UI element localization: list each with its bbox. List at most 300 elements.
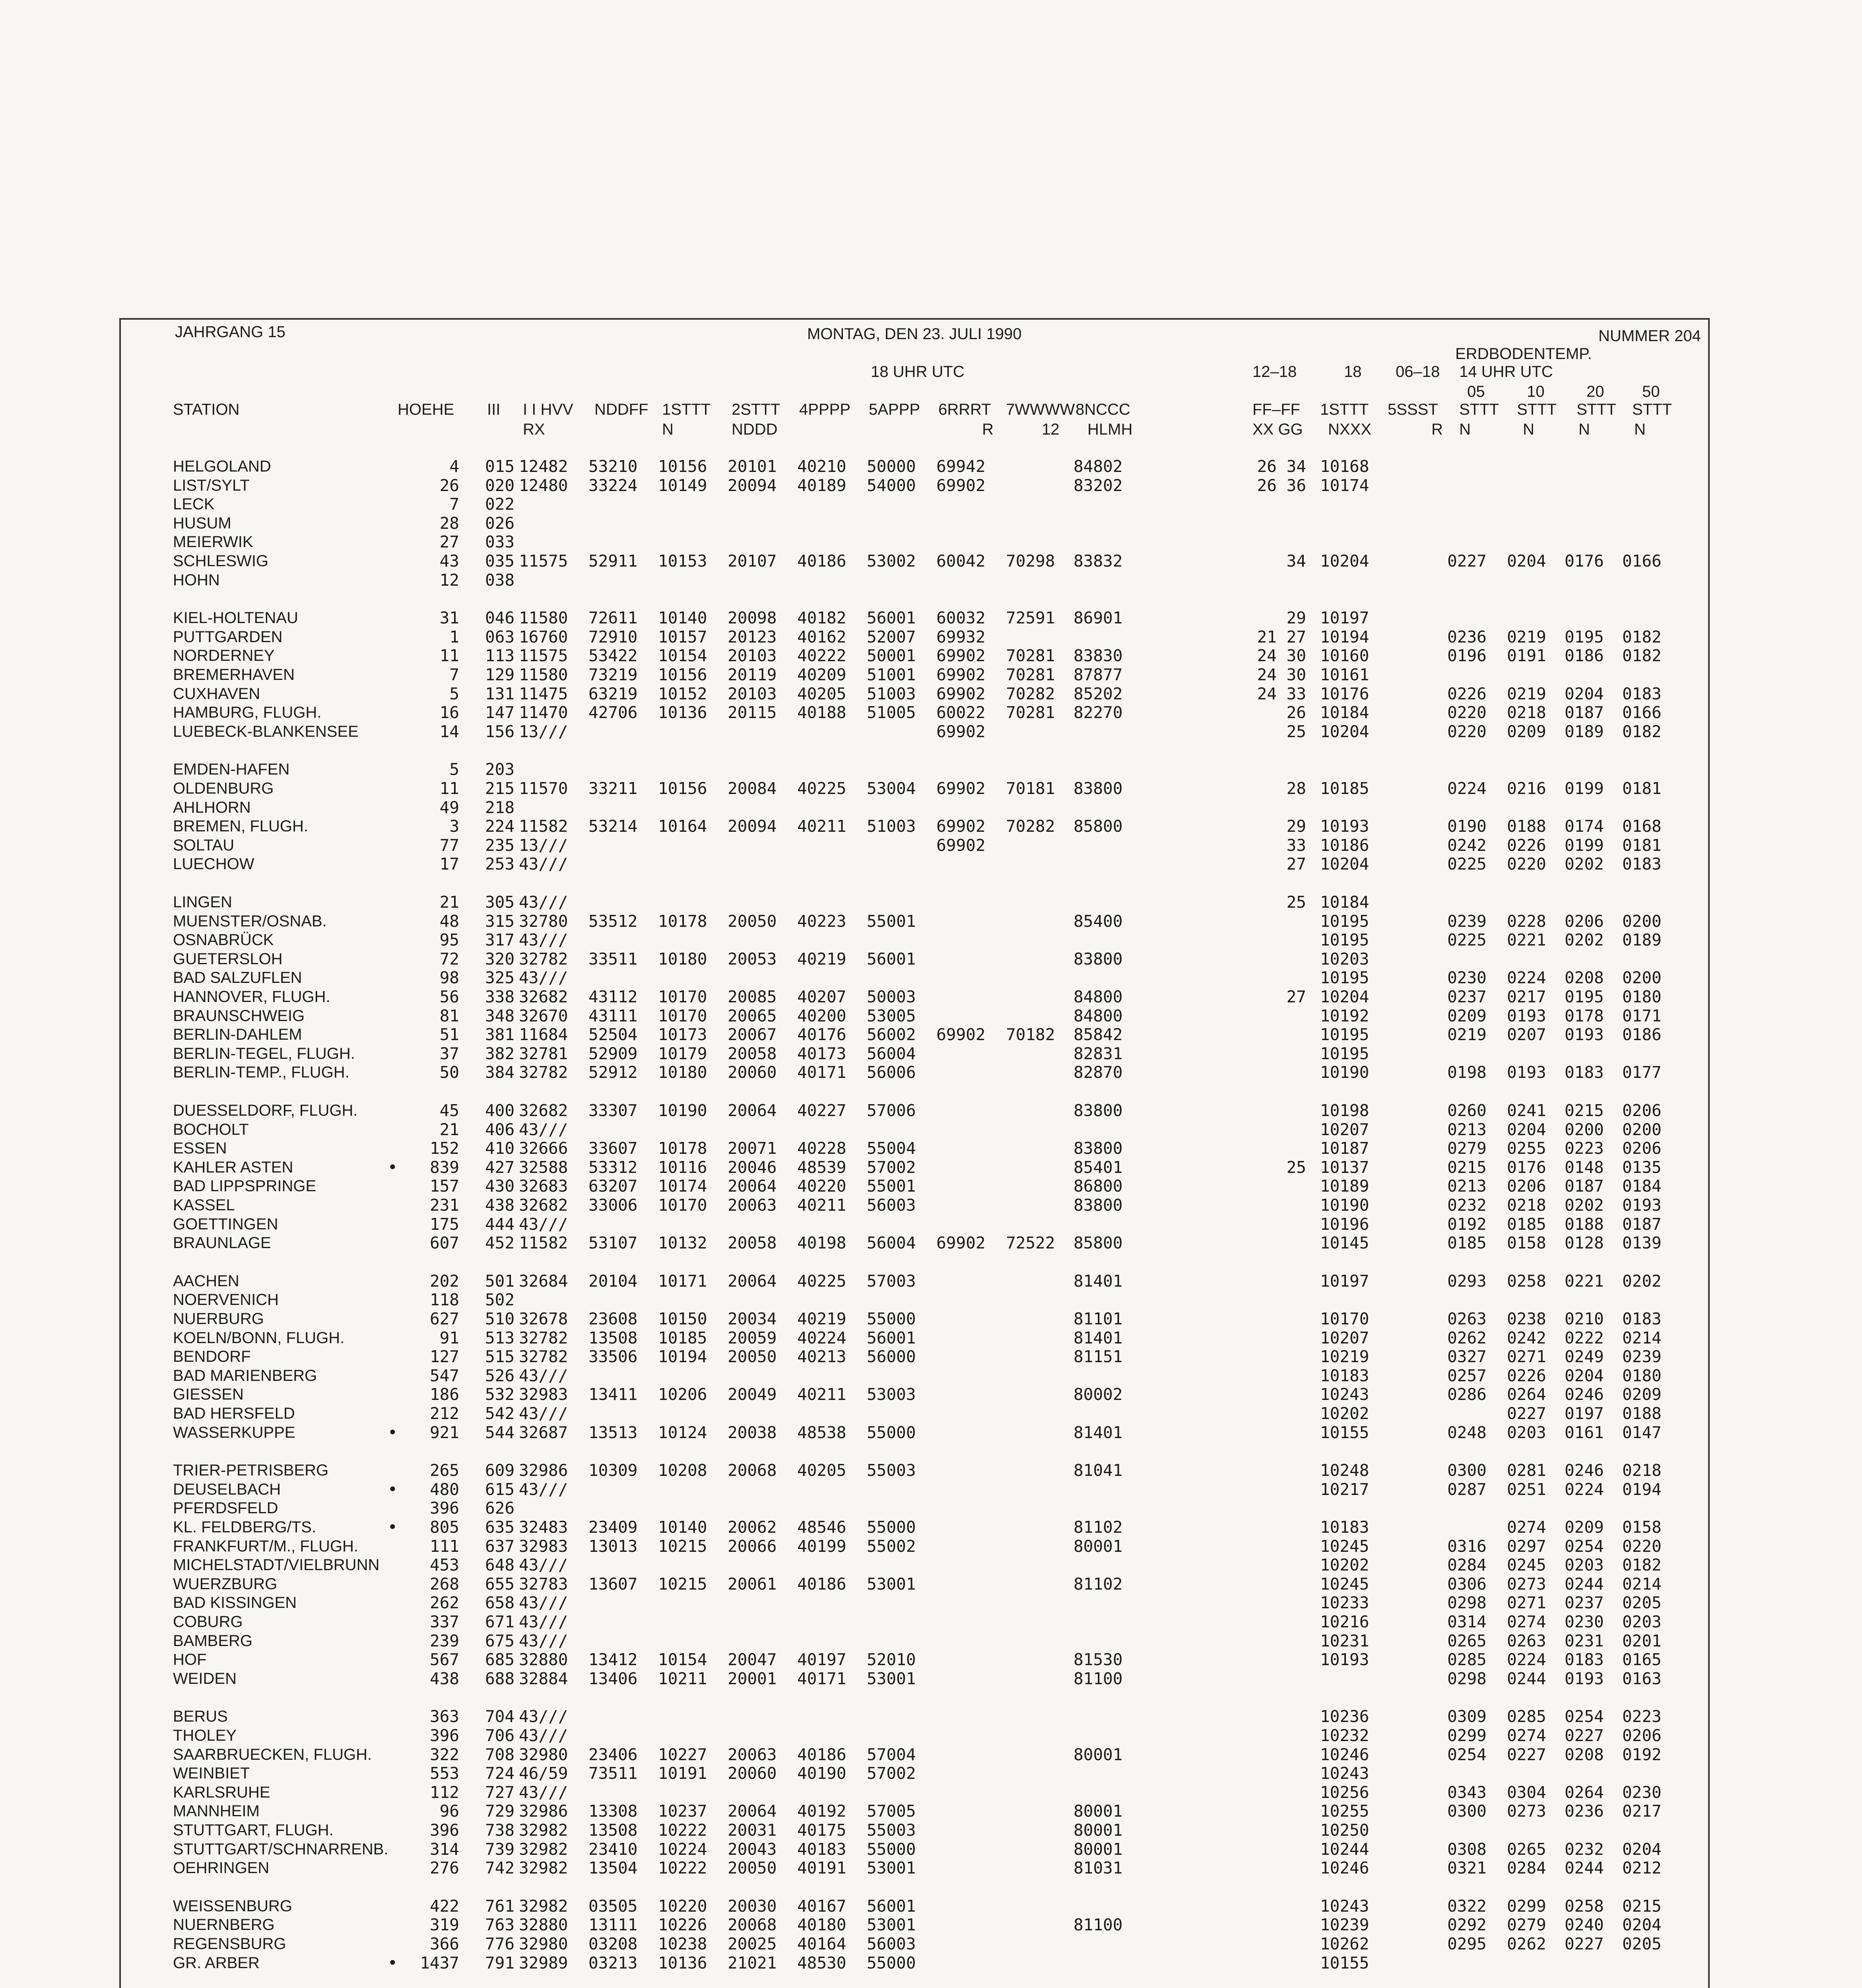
col-5appp: 5APPP	[869, 401, 920, 418]
station-hoehe: 1	[449, 627, 459, 646]
col-station: STATION	[173, 401, 240, 418]
cell-nddff: 10309	[588, 1461, 638, 1480]
cell-1sttt-max: 10232	[1320, 1726, 1369, 1745]
cell-soil-50: 0166	[1622, 703, 1662, 722]
cell-1sttt: 10174	[658, 1176, 707, 1196]
station-hoehe: 98	[439, 968, 459, 988]
cell-5appp: 56000	[867, 1347, 916, 1367]
cell-nddff: 03213	[588, 1953, 638, 1972]
cell-6rrrt: 69932	[936, 627, 986, 646]
cell-1sttt-max: 10189	[1320, 1176, 1369, 1196]
cell-soil-10: 0284	[1507, 1858, 1546, 1878]
station-hoehe: 72	[439, 949, 459, 969]
station-iii: 791	[485, 1953, 515, 1972]
cell-1sttt-max: 10219	[1320, 1347, 1369, 1367]
station-name: BERLIN-TEGEL, FLUGH.	[173, 1044, 355, 1062]
cell-ffff: 21 27	[1257, 627, 1306, 646]
cell-1sttt: 10149	[658, 476, 707, 495]
cell-1sttt-max: 10243	[1320, 1385, 1369, 1404]
cell-8nccc: 80002	[1074, 1385, 1123, 1404]
cell-nddff: 13508	[588, 1328, 638, 1347]
cell-1sttt: 10194	[658, 1347, 707, 1367]
cell-1sttt: 10124	[658, 1423, 707, 1442]
cell-soil-10: 0262	[1507, 1934, 1546, 1953]
cell-hvv: 12480	[519, 476, 568, 495]
station-hoehe: 567	[429, 1650, 459, 1670]
station-name: LUECHOW	[173, 855, 254, 873]
cell-5appp: 53001	[867, 1574, 916, 1594]
cell-5appp: 55000	[867, 1309, 916, 1328]
depth-05: 05	[1467, 383, 1485, 400]
cell-soil-05: 0287	[1447, 1479, 1487, 1499]
cell-1sttt: 10179	[658, 1044, 707, 1063]
cell-soil-05: 0263	[1447, 1309, 1487, 1328]
cell-soil-20: 0161	[1565, 1423, 1604, 1442]
cell-ffff: 24 30	[1257, 646, 1306, 666]
cell-nddff: 33211	[588, 779, 638, 798]
cell-soil-50: 0194	[1622, 1479, 1662, 1499]
cell-1sttt-max: 10183	[1320, 1366, 1369, 1385]
station-iii: 325	[485, 968, 515, 988]
cell-soil-05: 0224	[1447, 779, 1487, 798]
cell-nddff: 53512	[588, 911, 638, 931]
cell-1sttt: 10136	[658, 703, 707, 722]
cell-soil-10: 0176	[1507, 1157, 1546, 1177]
station-iii: 320	[485, 949, 515, 969]
cell-5appp: 57006	[867, 1101, 916, 1120]
cell-4pppp: 40213	[797, 1347, 847, 1367]
depth-10: 10	[1527, 383, 1545, 400]
cell-soil-20: 0227	[1565, 1726, 1604, 1745]
cell-hvv: 32682	[519, 1196, 568, 1215]
cell-nddff: 53422	[588, 646, 638, 666]
col-5ssst: 5SSST	[1388, 401, 1438, 418]
cell-6rrrt: 60032	[936, 608, 986, 628]
cell-nddff: 13607	[588, 1574, 638, 1594]
station-iii: 513	[485, 1328, 515, 1347]
cell-4pppp: 40180	[797, 1915, 847, 1935]
cell-nddff: 42706	[588, 703, 638, 722]
cell-soil-10: 0264	[1507, 1385, 1546, 1404]
cell-soil-20: 0222	[1565, 1328, 1604, 1347]
cell-hvv: 32782	[519, 1063, 568, 1082]
cell-soil-05: 0321	[1447, 1858, 1487, 1878]
cell-soil-10: 0193	[1507, 1063, 1546, 1082]
cell-soil-20: 0246	[1565, 1461, 1604, 1480]
cell-soil-05: 0327	[1447, 1347, 1487, 1367]
cell-4pppp: 40205	[797, 1461, 847, 1480]
cell-soil-10: 0251	[1507, 1479, 1546, 1499]
cell-nddff: 33006	[588, 1196, 638, 1215]
cell-soil-20: 0193	[1565, 1669, 1604, 1688]
cell-5appp: 51001	[867, 665, 916, 684]
cell-soil-05: 0213	[1447, 1120, 1487, 1139]
cell-soil-20: 0128	[1565, 1233, 1604, 1253]
cell-soil-50: 0181	[1622, 779, 1662, 798]
cell-5appp: 56002	[867, 1025, 916, 1044]
station-name: BERLIN-DAHLEM	[173, 1026, 302, 1044]
cell-1sttt: 10208	[658, 1461, 707, 1480]
station-name: WEIDEN	[173, 1670, 237, 1687]
station-name: GOETTINGEN	[173, 1215, 278, 1233]
cell-hvv: 11684	[519, 1025, 568, 1044]
cell-4pppp: 40188	[797, 703, 847, 722]
cell-1sttt-max: 10184	[1320, 893, 1369, 912]
cell-soil-10: 0204	[1507, 551, 1546, 571]
station-iii: 131	[485, 684, 515, 703]
station-iii: 542	[485, 1404, 515, 1423]
station-name: KAHLER ASTEN	[173, 1158, 293, 1176]
cell-soil-20: 0215	[1565, 1101, 1604, 1120]
cell-hvv: 11575	[519, 646, 568, 666]
cell-2sttt: 20094	[728, 817, 777, 836]
station-name: AACHEN	[173, 1272, 239, 1290]
cell-soil-50: 0201	[1622, 1631, 1662, 1650]
cell-1sttt-max: 10243	[1320, 1764, 1369, 1783]
cell-soil-50: 0165	[1622, 1650, 1662, 1670]
cell-soil-20: 0183	[1565, 1063, 1604, 1082]
col-5ssst-sub: R	[1431, 421, 1443, 438]
cell-8nccc: 85842	[1074, 1025, 1123, 1044]
cell-soil-05: 0220	[1447, 722, 1487, 741]
cell-6rrrt: 69902	[936, 1025, 986, 1044]
cell-2sttt: 20060	[728, 1063, 777, 1082]
station-iii: 704	[485, 1707, 515, 1726]
cell-soil-50: 0239	[1622, 1347, 1662, 1367]
cell-hvv: 32682	[519, 1101, 568, 1120]
cell-soil-50: 0192	[1622, 1745, 1662, 1764]
station-name: TRIER-PETRISBERG	[173, 1462, 329, 1479]
cell-2sttt: 20064	[728, 1176, 777, 1196]
cell-hvv: 32588	[519, 1157, 568, 1177]
cell-1sttt-max: 10160	[1320, 646, 1369, 666]
cell-hvv: 32666	[519, 1139, 568, 1158]
cell-soil-50: 0189	[1622, 930, 1662, 950]
station-name: PFERDSFELD	[173, 1499, 278, 1517]
cell-hvv: 43///	[519, 1366, 568, 1385]
cell-2sttt: 20047	[728, 1650, 777, 1670]
cell-2sttt: 20001	[728, 1669, 777, 1688]
station-name: EMDEN-HAFEN	[173, 761, 290, 779]
station-iii: 675	[485, 1631, 515, 1650]
cell-soil-20: 0210	[1565, 1309, 1604, 1328]
station-name: HAMBURG, FLUGH.	[173, 704, 322, 722]
cell-soil-50: 0223	[1622, 1707, 1662, 1726]
cell-2sttt: 20050	[728, 1858, 777, 1878]
cell-8nccc: 81101	[1074, 1309, 1123, 1328]
cell-2sttt: 20053	[728, 949, 777, 969]
cell-soil-10: 0207	[1507, 1025, 1546, 1044]
cell-1sttt-max: 10197	[1320, 1271, 1369, 1291]
cell-1sttt: 10180	[658, 1063, 707, 1082]
cell-nddff: 72910	[588, 627, 638, 646]
station-name: OEHRINGEN	[173, 1859, 270, 1877]
cell-soil-05: 0257	[1447, 1366, 1487, 1385]
cell-1sttt: 10156	[658, 665, 707, 684]
col-1sttt: 1STTT	[662, 401, 711, 418]
cell-soil-50: 0182	[1622, 1555, 1662, 1575]
cell-nddff: 52911	[588, 551, 638, 571]
col-6rrrt: 6RRRT	[938, 401, 991, 418]
cell-nddff: 23410	[588, 1839, 638, 1859]
cell-soil-05: 0322	[1447, 1896, 1487, 1916]
station-hoehe: 480	[429, 1479, 459, 1499]
cell-4pppp: 40225	[797, 779, 847, 798]
station-iii: 739	[485, 1839, 515, 1859]
cell-1sttt-max: 10217	[1320, 1479, 1369, 1499]
cell-soil-10: 0217	[1507, 987, 1546, 1006]
cell-8nccc: 83800	[1074, 1101, 1123, 1120]
cell-5appp: 51005	[867, 703, 916, 722]
cell-soil-50: 0204	[1622, 1839, 1662, 1859]
station-hoehe: 231	[429, 1196, 459, 1215]
col-soil-10-sub: N	[1523, 421, 1534, 438]
cell-soil-20: 0244	[1565, 1574, 1604, 1594]
cell-soil-20: 0244	[1565, 1858, 1604, 1878]
station-iii: 648	[485, 1555, 515, 1575]
station-iii: 063	[485, 627, 515, 646]
cell-4pppp: 48530	[797, 1953, 847, 1972]
cell-hvv: 13///	[519, 722, 568, 741]
cell-soil-20: 0189	[1565, 722, 1604, 741]
cell-nddff: 73511	[588, 1764, 638, 1783]
cell-hvv: 32980	[519, 1934, 568, 1953]
station-iii: 317	[485, 930, 515, 950]
station-hoehe: 212	[429, 1404, 459, 1423]
cell-soil-10: 0274	[1507, 1518, 1546, 1537]
cell-5appp: 54000	[867, 476, 916, 495]
cell-1sttt-max: 10183	[1320, 1518, 1369, 1537]
station-name: BAD LIPPSPRINGE	[173, 1177, 316, 1195]
cell-2sttt: 20119	[728, 665, 777, 684]
station-name: SAARBRUECKEN, FLUGH.	[173, 1745, 372, 1763]
station-hoehe: 96	[439, 1802, 459, 1821]
cell-2sttt: 20068	[728, 1915, 777, 1935]
cell-2sttt: 21021	[728, 1953, 777, 1972]
cell-soil-50: 0180	[1622, 1366, 1662, 1385]
soil-temp-title: ERDBODENTEMP.	[1455, 345, 1592, 363]
station-hoehe: 547	[429, 1366, 459, 1385]
station-iii: 338	[485, 987, 515, 1006]
station-name: BAD KISSINGEN	[173, 1594, 297, 1612]
cell-hvv: 32782	[519, 1328, 568, 1347]
cell-8nccc: 81100	[1074, 1669, 1123, 1688]
cell-5appp: 52010	[867, 1650, 916, 1670]
cell-soil-05: 0185	[1447, 1233, 1487, 1253]
cell-hvv: 32682	[519, 987, 568, 1006]
cell-5appp: 53002	[867, 551, 916, 571]
cell-1sttt: 10173	[658, 1025, 707, 1044]
station-iii: 776	[485, 1934, 515, 1953]
cell-4pppp: 40205	[797, 684, 847, 703]
station-iii: 381	[485, 1025, 515, 1044]
cell-1sttt: 10116	[658, 1157, 707, 1177]
cell-4pppp: 40211	[797, 1196, 847, 1215]
cell-1sttt: 10237	[658, 1802, 707, 1821]
cell-2sttt: 20103	[728, 684, 777, 703]
cell-soil-20: 0176	[1565, 551, 1604, 571]
col-hoehe: HOEHE	[398, 401, 454, 418]
cell-7wwww: 70281	[1006, 703, 1055, 722]
station-name: PUTTGARDEN	[173, 628, 283, 646]
station-name: BAMBERG	[173, 1632, 253, 1650]
station-hoehe: 319	[429, 1915, 459, 1935]
cell-1sttt-max: 10236	[1320, 1707, 1369, 1726]
cell-4pppp: 40211	[797, 1385, 847, 1404]
station-iii: 515	[485, 1347, 515, 1367]
station-hoehe: 127	[429, 1347, 459, 1367]
cell-soil-10: 0274	[1507, 1726, 1546, 1745]
cell-soil-20: 0209	[1565, 1518, 1604, 1537]
cell-soil-10: 0218	[1507, 703, 1546, 722]
cell-1sttt-max: 10184	[1320, 703, 1369, 722]
cell-4pppp: 40228	[797, 1139, 847, 1158]
cell-5appp: 50001	[867, 646, 916, 666]
cell-soil-10: 0238	[1507, 1309, 1546, 1328]
cell-4pppp: 40190	[797, 1764, 847, 1783]
cell-2sttt: 20030	[728, 1896, 777, 1916]
cell-nddff: 13412	[588, 1650, 638, 1670]
station-iii: 502	[485, 1290, 515, 1310]
cell-4pppp: 40183	[797, 1839, 847, 1859]
cell-hvv: 16760	[519, 627, 568, 646]
cell-1sttt: 10156	[658, 457, 707, 476]
cell-soil-05: 0237	[1447, 987, 1487, 1006]
station-name: MANNHEIM	[173, 1802, 260, 1820]
cell-4pppp: 40192	[797, 1802, 847, 1821]
cell-1sttt: 10136	[658, 1953, 707, 1972]
cell-soil-20: 0203	[1565, 1555, 1604, 1575]
cell-hvv: 43///	[519, 1479, 568, 1499]
cell-2sttt: 20025	[728, 1934, 777, 1953]
cell-nddff: 13504	[588, 1858, 638, 1878]
cell-soil-10: 0271	[1507, 1347, 1546, 1367]
cell-soil-05: 0232	[1447, 1196, 1487, 1215]
cell-soil-10: 0273	[1507, 1802, 1546, 1821]
cell-1sttt-max: 10187	[1320, 1139, 1369, 1158]
station-iii: 348	[485, 1006, 515, 1025]
station-iii: 430	[485, 1176, 515, 1196]
cell-soil-20: 0188	[1565, 1214, 1604, 1234]
cell-1sttt-max: 10204	[1320, 854, 1369, 874]
cell-1sttt: 10170	[658, 987, 707, 1006]
cell-5appp: 50003	[867, 987, 916, 1006]
cell-5appp: 52007	[867, 627, 916, 646]
station-iii: 738	[485, 1821, 515, 1840]
cell-hvv: 11475	[519, 684, 568, 703]
cell-4pppp: 40171	[797, 1063, 847, 1082]
cell-nddff: 33607	[588, 1139, 638, 1158]
cell-4pppp: 40199	[797, 1536, 847, 1556]
cell-hvv: 43///	[519, 854, 568, 874]
cell-8nccc: 84802	[1074, 457, 1123, 476]
cell-8nccc: 83800	[1074, 949, 1123, 969]
cell-4pppp: 40186	[797, 1745, 847, 1764]
cell-nddff: 33307	[588, 1101, 638, 1120]
cell-soil-05: 0298	[1447, 1593, 1487, 1613]
cell-hvv: 43///	[519, 1707, 568, 1726]
cell-ffff: 25	[1286, 893, 1306, 912]
cell-soil-20: 0258	[1565, 1896, 1604, 1916]
cell-1sttt: 10222	[658, 1821, 707, 1840]
cell-soil-20: 0195	[1565, 627, 1604, 646]
station-hoehe: 366	[429, 1934, 459, 1953]
cell-nddff: 20104	[588, 1271, 638, 1291]
cell-hvv: 43///	[519, 930, 568, 950]
station-hoehe: 17	[439, 854, 459, 874]
cell-hvv: 32782	[519, 949, 568, 969]
cell-nddff: 03208	[588, 1934, 638, 1953]
station-hoehe: 805	[429, 1518, 459, 1537]
cell-1sttt: 10215	[658, 1574, 707, 1594]
cell-soil-20: 0193	[1565, 1025, 1604, 1044]
cell-soil-05: 0260	[1447, 1101, 1487, 1120]
station-name: DUESSELDORF, FLUGH.	[173, 1102, 358, 1119]
cell-1sttt-max: 10190	[1320, 1063, 1369, 1082]
cell-1sttt-max: 10203	[1320, 949, 1369, 969]
station-name: BERUS	[173, 1708, 228, 1726]
cell-1sttt: 10150	[658, 1309, 707, 1328]
cell-1sttt-max: 10193	[1320, 1650, 1369, 1670]
col-1sttt-max: 1STTT	[1320, 401, 1369, 418]
cell-nddff: 13308	[588, 1802, 638, 1821]
cell-ffff: 24 33	[1257, 684, 1306, 703]
station-hoehe: 28	[439, 513, 459, 533]
cell-8nccc: 86800	[1074, 1176, 1123, 1196]
cell-soil-50: 0188	[1622, 1404, 1662, 1423]
station-name: CUXHAVEN	[173, 685, 260, 703]
station-iii: 708	[485, 1745, 515, 1764]
cell-hvv: 32880	[519, 1915, 568, 1935]
cell-ffff: 26 34	[1257, 457, 1306, 476]
cell-4pppp: 40227	[797, 1101, 847, 1120]
cell-soil-20: 0204	[1565, 684, 1604, 703]
cell-1sttt: 10185	[658, 1328, 707, 1347]
cell-8nccc: 81031	[1074, 1858, 1123, 1878]
station-hoehe: 3	[449, 817, 459, 836]
cell-2sttt: 20103	[728, 646, 777, 666]
cell-soil-10: 0219	[1507, 627, 1546, 646]
col-7wwww-sub: 12	[1042, 421, 1060, 438]
cell-soil-20: 0202	[1565, 854, 1604, 874]
cell-5appp: 56001	[867, 1328, 916, 1347]
cell-1sttt-max: 10155	[1320, 1423, 1369, 1442]
cell-nddff: 52912	[588, 1063, 638, 1082]
station-hoehe: 16	[439, 703, 459, 722]
cell-2sttt: 20046	[728, 1157, 777, 1177]
cell-soil-10: 0258	[1507, 1271, 1546, 1291]
cell-5appp: 55004	[867, 1139, 916, 1158]
cell-ffff: 25	[1286, 1157, 1306, 1177]
cell-5appp: 55003	[867, 1821, 916, 1840]
cell-1sttt-max: 10202	[1320, 1404, 1369, 1423]
cell-soil-05: 0236	[1447, 627, 1487, 646]
station-iii: 658	[485, 1593, 515, 1613]
period-06-18: 06–18	[1396, 363, 1440, 381]
cell-soil-20: 0227	[1565, 1934, 1604, 1953]
cell-soil-10: 0204	[1507, 1120, 1546, 1139]
cell-soil-50: 0158	[1622, 1518, 1662, 1537]
cell-1sttt: 10227	[658, 1745, 707, 1764]
cell-soil-20: 0208	[1565, 1745, 1604, 1764]
cell-hvv: 43///	[519, 1404, 568, 1423]
cell-soil-50: 0182	[1622, 646, 1662, 666]
cell-soil-20: 0186	[1565, 646, 1604, 666]
station-name: OSNABRÜCK	[173, 931, 274, 949]
cell-nddff: 13406	[588, 1669, 638, 1688]
station-hoehe: 49	[439, 798, 459, 817]
cell-2sttt: 20064	[728, 1101, 777, 1120]
